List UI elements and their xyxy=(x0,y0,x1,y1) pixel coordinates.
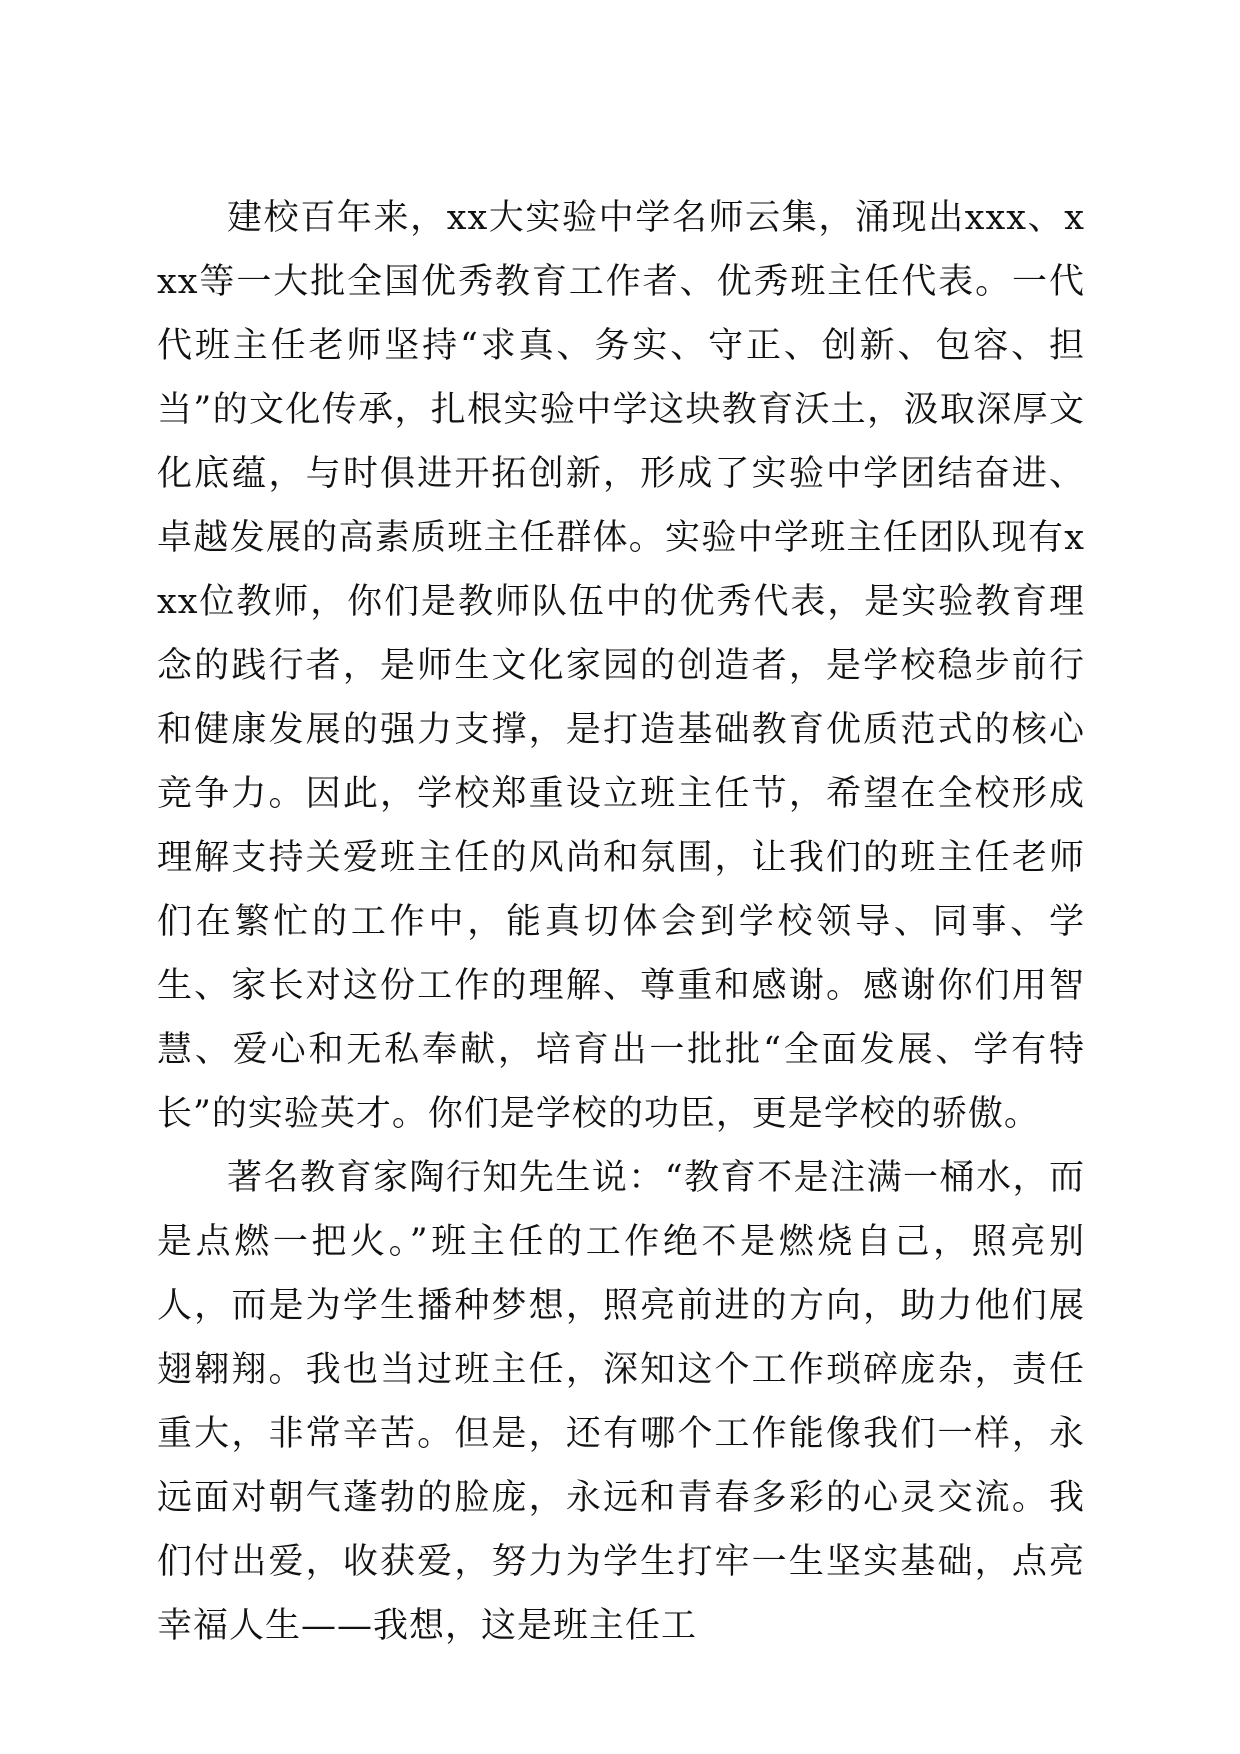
document-body xyxy=(157,186,1085,1658)
paragraph-2: 著名教育家陶行知先生说：“教育不是注满一桶水，而是点燃一把火。”班主任的工作绝不是燃烧自己，照亮别人，而是为学生播种梦想，照亮前进的方向，助力他们展翅翱翔。我也当过班主任，深知这个工作琐碎庞杂，责任重大，非常辛苦。但是，还有哪个工作能像我们一样，永远面对朝气蓬勃的脸庞，永远和青春多彩的心灵交流。我们付出爱，收获爱，努力为学生打牢一生坚实基础，点亮幸福人生——我想，这是班主任工 xyxy=(157,1158,1085,1646)
paragraph-1: 建校百年来，xx大实验中学名师云集，涌现出xxx、xxx等一大批全国优秀教育工作者、优秀班主任代表。一代代班主任老师坚持“求真、务实、守正、创新、包容、担当”的文化传承，扎根实验中学这块教育沃土，汲取深厚文化底蕴，与时俱进开拓创新，形成了实验中学团结奋进、卓越发展的高素质班主任群体。实验中学班主任团队现有xxx位教师，你们是教师队伍中的优秀代表，是实验教育理念的践行者，是师生文化家园的创造者，是学校稳步前行和健康发展的强力支撑，是打造基础教育优质范式的核心竞争力。因此，学校郑重设立班主任节，希望在全校形成理解支持关爱班主任的风尚和氛围，让我们的班主任老师们在繁忙的工作中，能真切体会到学校领导、同事、学生、家长对这份工作的理解、尊重和感谢。感谢你们用智慧、爱心和无私奉献，培育出一批批“全面发展、学有特长”的实验英才。你们是学校的功臣，更是学校的骄傲。 xyxy=(157,198,1085,1134)
